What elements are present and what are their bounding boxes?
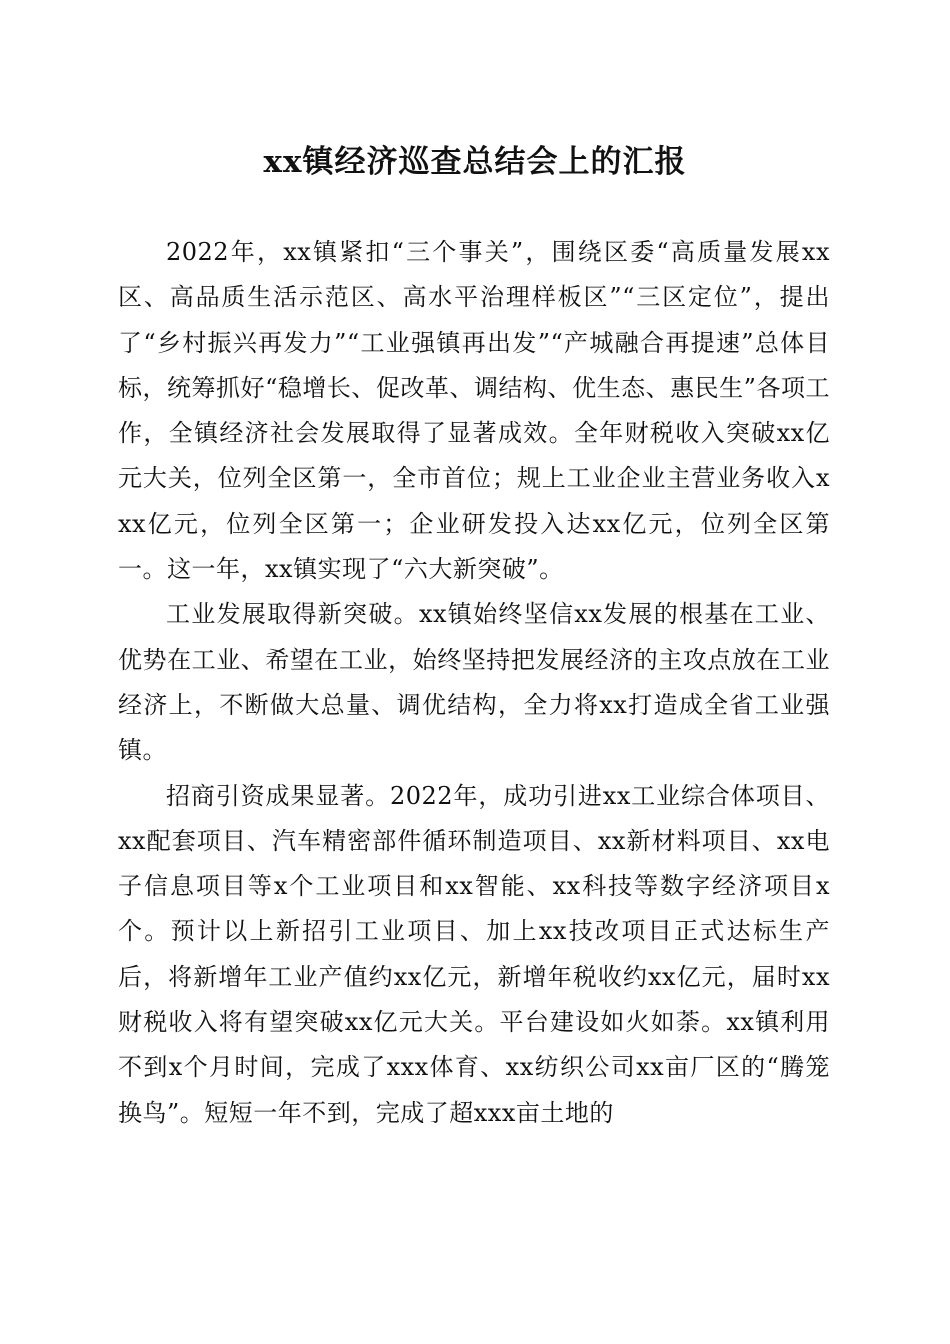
document-title: xx镇经济巡查总结会上的汇报 [263, 144, 687, 180]
document-body [118, 230, 830, 1136]
paragraph-industry: 工业发展取得新突破。xx镇始终坚信xx发展的根基在工业、优势在工业、希望在工业，始终坚持把发展经济的主攻点放在工业经济上，不断做大总量、调优结构，全力将xx打造成全省工业强镇。 [118, 600, 830, 765]
paragraph-investment: 招商引资成果显著。2022年，成功引进xx工业综合体项目、xx配套项目、汽车精密部件循环制造项目、xx新材料项目、xx电子信息项目等x个工业项目和xx智能、xx科技等数字经济项目x个。预计以上新招引工业项目、加上xx技改项目正式达标生产后，将新增年工业产值约xx亿元，新增年税收约xx亿元，届时xx财税收入将有望突破xx亿元大关。平台建设如火如荼。xx镇利用不到x个月时间，完成了xxx体育、xx纺织公司xx亩厂区的“腾笼换鸟”。短短一年不到，完成了超xxx亩土地的 [118, 781, 830, 1127]
paragraph-intro: 2022年，xx镇紧扣“三个事关”，围绕区委“高质量发展xx区、高品质生活示范区、高水平治理样板区”“三区定位”，提出了“乡村振兴再发力”“工业强镇再出发”“产城融合再提速”总体目标，统筹抓好“稳增长、促改革、调结构、优生态、惠民生”各项工作，全镇经济社会发展取得了显著成效。全年财税收入突破xx亿元大关，位列全区第一，全市首位；规上工业企业主营业务收入xxx亿元，位列全区第一；企业研发投入达xx亿元，位列全区第一。这一年，xx镇实现了“六大新突破”。 [118, 238, 830, 584]
